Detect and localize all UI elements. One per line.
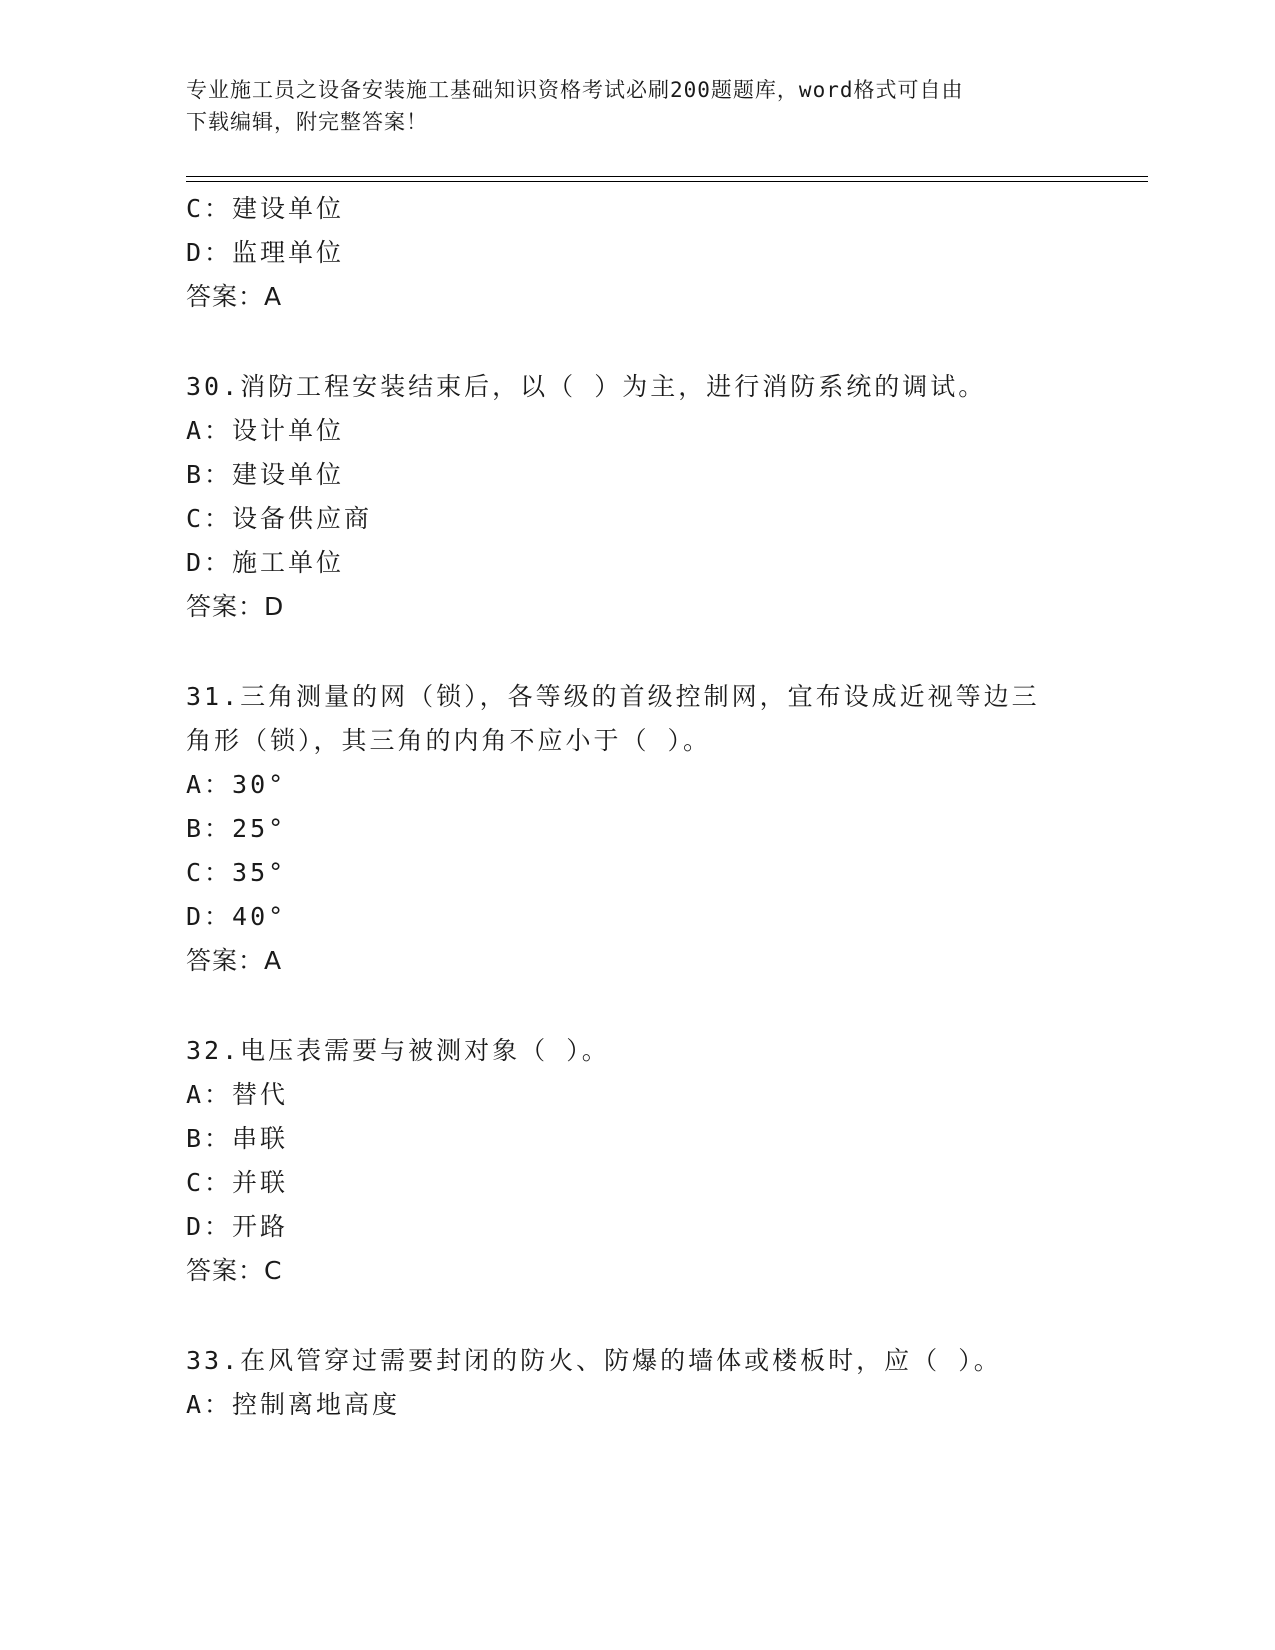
- option-line: D：施工单位: [186, 548, 345, 577]
- option-line: D：开路: [186, 1212, 289, 1241]
- question-line: 31.三角测量的网（锁），各等级的首级控制网，宜布设成近视等边三: [186, 682, 1040, 711]
- answer-line: 答案：C: [186, 1256, 283, 1285]
- document-header: [186, 74, 1086, 138]
- question-line: 角形（锁），其三角的内角不应小于（ ）。: [186, 726, 712, 755]
- option-line: A：设计单位: [186, 416, 345, 445]
- option-line: A：替代: [186, 1080, 289, 1109]
- header-divider-top: [186, 176, 1148, 177]
- answer-line: 答案：A: [186, 946, 283, 975]
- option-line: C：设备供应商: [186, 504, 373, 533]
- header-line-2: 下载编辑，附完整答案！: [186, 110, 428, 134]
- option-line: C：35°: [186, 858, 287, 887]
- option-line: B：串联: [186, 1124, 289, 1153]
- question-line: 30.消防工程安装结束后，以（ ）为主，进行消防系统的调试。: [186, 372, 987, 401]
- option-line: D：监理单位: [186, 238, 345, 267]
- option-line: D：40°: [186, 902, 287, 931]
- option-line: B：25°: [186, 814, 287, 843]
- answer-line: 答案：D: [186, 592, 285, 621]
- option-line: C：建设单位: [186, 194, 345, 223]
- header-divider-bottom: [186, 181, 1148, 182]
- option-line: A：30°: [186, 770, 287, 799]
- question-line: 33.在风管穿过需要封闭的防火、防爆的墙体或楼板时，应（ ）。: [186, 1346, 1002, 1375]
- question-line: 32.电压表需要与被测对象（ ）。: [186, 1036, 610, 1065]
- option-line: A：控制离地高度: [186, 1390, 401, 1419]
- answer-line: 答案：A: [186, 282, 283, 311]
- option-line: B：建设单位: [186, 460, 345, 489]
- option-line: C：并联: [186, 1168, 289, 1197]
- header-line-1: 专业施工员之设备安装施工基础知识资格考试必刷200题题库，word格式可自由: [186, 78, 964, 102]
